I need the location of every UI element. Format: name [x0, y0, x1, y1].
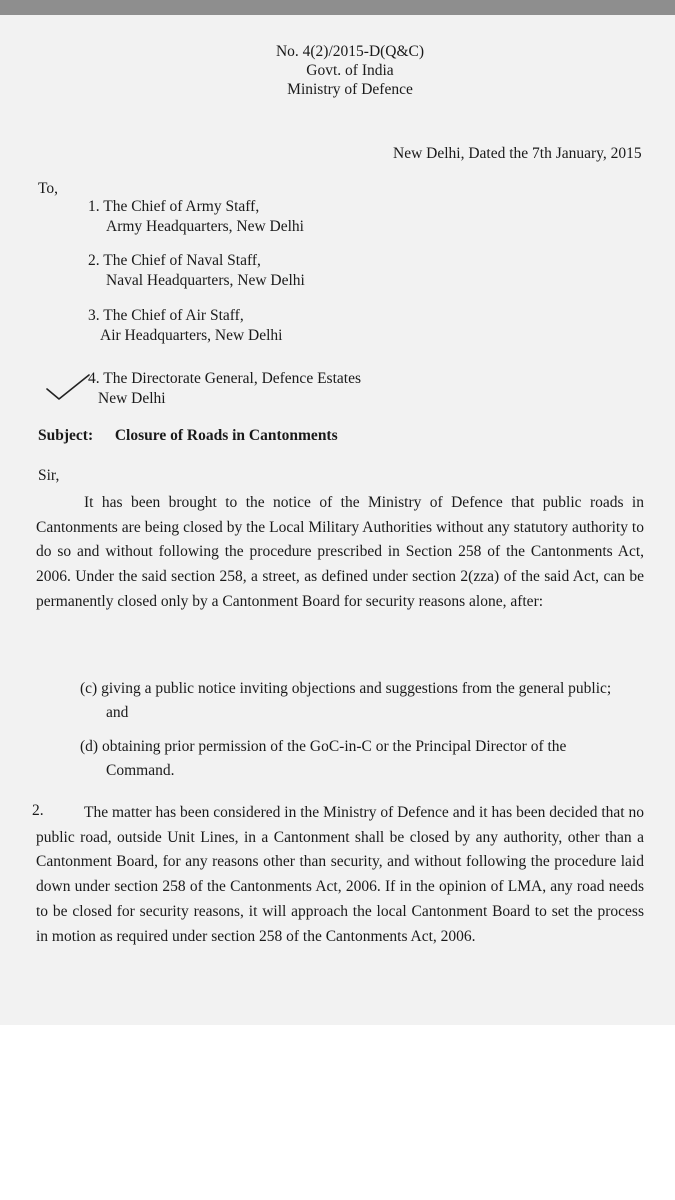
scanned-letter: [0, 15, 675, 1025]
recipient-1: [88, 197, 304, 237]
date-line: [393, 144, 642, 164]
subject-text: Closure of Roads in Cantonments: [114, 427, 338, 444]
recipient-3-line2: Air Headquarters, New Delhi: [100, 327, 283, 344]
recipient-1-line1: 1. The Chief of Army Staff,: [88, 198, 260, 215]
top-bar: [0, 0, 675, 15]
tick-mark-icon: [45, 373, 95, 403]
item-c-line2: and: [106, 704, 129, 721]
item-d: [80, 737, 566, 757]
recipient-2: [88, 251, 305, 291]
item-c-line1: giving a public notice inviting objections and suggestions from the general public;: [101, 680, 612, 697]
ministry-line: Ministry of Defence: [287, 81, 413, 98]
subject-line: [38, 426, 338, 446]
item-c: [80, 679, 611, 699]
to-label: To,: [38, 180, 59, 197]
paragraph-1: [36, 491, 644, 615]
recipient-1-line2: Army Headquarters, New Delhi: [106, 218, 304, 235]
date-text: New Delhi, Dated the 7th January, 2015: [393, 145, 642, 162]
recipient-3: [88, 306, 283, 346]
paragraph-2-text: The matter has been considered in the Ministry of Defence and it has been decided that no public road, outside Unit Lines, in a Cantonment shall be closed by any authority, other than a Cantonment Board, for any reasons other than security, and without following the procedure laid down under section 258 of the Cantonments Act, 2006. If in the opinion of LMA, any road needs to be closed for security reasons, it will approach the local Cantonment Board to set the process in motion as required under section 258 of the Cantonments Act, 2006.: [36, 804, 644, 945]
paragraph-1-text: It has been brought to the notice of the Ministry of Defence that public roads in Cantonments are being closed by the Local Military Authorities without any statutory authority to do so and without following the procedure prescribed in Section 258 of the Cantonments Act, 2006. Under the said section 258, a street, as defined under section 2(zza) of the said Act, can be permanently closed only by a Cantonment Board for security reasons alone, after:: [36, 494, 644, 610]
govt-line: Govt. of India: [306, 62, 394, 79]
item-d-line1: obtaining prior permission of the GoC-in-C or the Principal Director of the: [101, 738, 567, 755]
recipient-4: [88, 369, 361, 409]
paragraph-2: [36, 801, 644, 949]
recipient-2-line1: 2. The Chief of Naval Staff,: [88, 252, 261, 269]
recipient-4-line2: New Delhi: [98, 390, 166, 407]
item-c-label: (c): [80, 680, 98, 697]
salutation: Sir,: [38, 467, 60, 484]
recipient-3-line1: 3. The Chief of Air Staff,: [88, 307, 244, 324]
recipient-4-line1: 4. The Directorate General, Defence Estates: [88, 370, 361, 387]
item-d-label: (d): [80, 738, 99, 755]
paragraph-2-number: 2.: [32, 802, 44, 819]
reference-number: No. 4(2)/2015-D(Q&C): [275, 43, 425, 60]
subject-label: Subject:: [38, 427, 94, 444]
recipient-2-line2: Naval Headquarters, New Delhi: [106, 272, 305, 289]
item-d-line2: Command.: [106, 762, 175, 779]
